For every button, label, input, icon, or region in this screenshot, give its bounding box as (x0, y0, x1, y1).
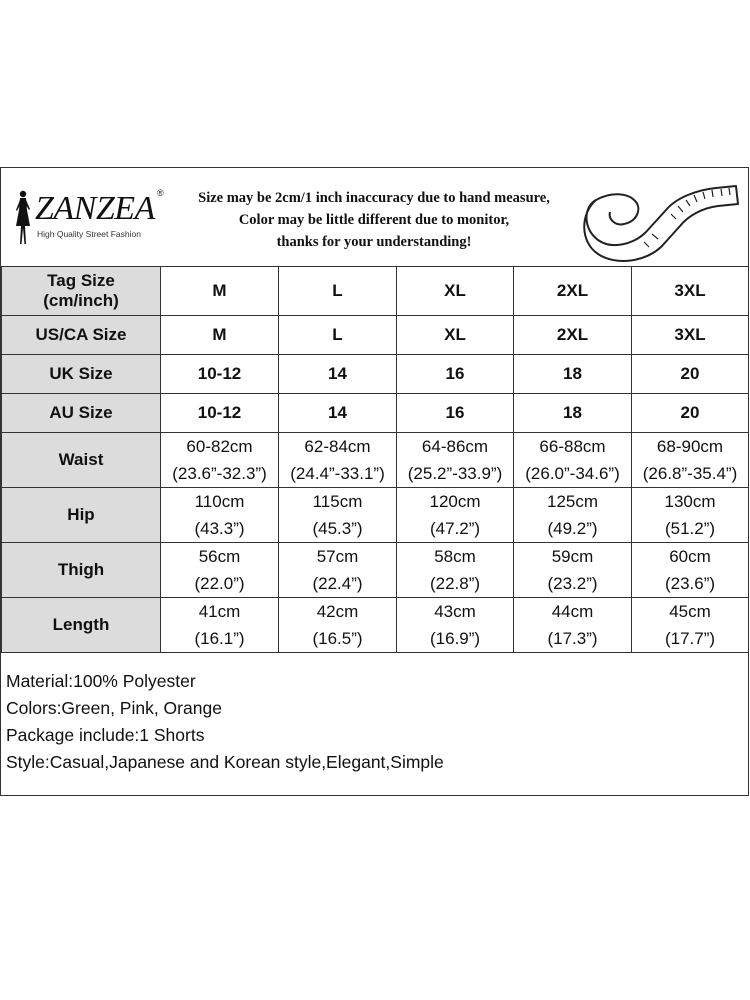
cm-value: 58cm (434, 547, 476, 566)
table-row (2, 355, 749, 394)
table-cell (397, 433, 514, 488)
size-column-header: L (279, 267, 397, 316)
inch-value: (51.2”) (664, 519, 716, 538)
row-label: US/CA Size (2, 316, 161, 355)
product-details (6, 668, 444, 776)
table-cell (161, 598, 279, 653)
table-cell: M (161, 316, 279, 355)
material-text: Material:100% Polyester (6, 671, 196, 691)
row-label: AU Size (2, 394, 161, 433)
inch-value: (17.3”) (547, 629, 598, 648)
tag-size-header (2, 267, 161, 316)
brand-logo (11, 188, 176, 248)
notice-line: thanks for your understanding! (276, 234, 472, 250)
row-label: Hip (2, 488, 161, 543)
registered-mark: ® (157, 188, 164, 198)
cm-value: 60-82cm (186, 437, 253, 456)
brand-name: ZANZEA (35, 190, 155, 227)
table-cell: 20 (632, 355, 749, 394)
table-row (2, 488, 749, 543)
table-cell (514, 598, 632, 653)
inch-value: (47.2”) (429, 519, 481, 538)
inch-value: (22.8”) (429, 574, 481, 593)
cm-value: 59cm (551, 547, 594, 566)
brand-tagline: High Quality Street Fashion (37, 229, 141, 239)
table-cell: 16 (397, 355, 514, 394)
inch-value: (22.4”) (312, 574, 363, 593)
colors-text: Colors:Green, Pink, Orange (6, 698, 222, 718)
row-label: Length (2, 598, 161, 653)
cm-value: 43cm (434, 602, 476, 621)
inch-value: (45.3”) (312, 519, 363, 538)
row-label: UK Size (2, 355, 161, 394)
table-cell: 10-12 (161, 394, 279, 433)
inch-value: (24.4”-33.1”) (290, 464, 385, 483)
inch-value: (17.7”) (664, 629, 716, 648)
table-cell (632, 598, 749, 653)
notice-line: Color may be little different due to monitor, (238, 212, 510, 228)
cm-value: 56cm (198, 547, 241, 566)
table-cell (279, 598, 397, 653)
size-column-header: 3XL (632, 267, 749, 316)
cm-value: 115cm (312, 492, 363, 511)
size-column-header: XL (397, 267, 514, 316)
inch-value: (16.1”) (194, 629, 245, 648)
inch-value: (49.2”) (547, 519, 598, 538)
table-cell: 18 (514, 394, 632, 433)
table-cell (161, 433, 279, 488)
table-cell (514, 433, 632, 488)
cm-value: 125cm (546, 492, 599, 511)
table-cell: 14 (279, 394, 397, 433)
inch-value: (22.0”) (194, 574, 245, 593)
table-cell: 2XL (514, 316, 632, 355)
table-cell (397, 543, 514, 598)
row-label: Thigh (2, 543, 161, 598)
cm-value: 66-88cm (539, 437, 606, 456)
cm-value: 41cm (198, 602, 241, 621)
size-column-header: 2XL (514, 267, 632, 316)
table-cell (514, 488, 632, 543)
header-label-line: Tag Size (47, 271, 115, 290)
cm-value: 44cm (551, 602, 594, 621)
table-row (2, 433, 749, 488)
table-row (2, 316, 749, 355)
table-cell: 14 (279, 355, 397, 394)
cm-value: 62-84cm (304, 437, 371, 456)
inch-value: (23.6”) (664, 574, 716, 593)
header-label-line: (cm/inch) (43, 291, 119, 310)
cm-value: 68-90cm (656, 437, 724, 456)
notice-line: Size may be 2cm/1 inch inaccuracy due to hand measure, (198, 190, 550, 206)
size-column-header: M (161, 267, 279, 316)
table-cell (397, 598, 514, 653)
table-cell (632, 488, 749, 543)
table-cell (279, 433, 397, 488)
cm-value: 42cm (316, 602, 359, 621)
table-cell (632, 543, 749, 598)
table-cell (632, 433, 749, 488)
cm-value: 64-86cm (421, 437, 489, 456)
size-chart-card (0, 167, 749, 796)
cm-value: 45cm (669, 602, 711, 621)
inch-value: (43.3”) (194, 519, 245, 538)
row-label: Waist (2, 433, 161, 488)
inch-value: (26.0”-34.6”) (525, 464, 620, 483)
size-table (1, 266, 749, 653)
inch-value: (25.2”-33.9”) (407, 464, 503, 483)
table-header-row (2, 267, 749, 316)
cm-value: 130cm (664, 492, 716, 511)
table-cell: 16 (397, 394, 514, 433)
inch-value: (26.8”-35.4”) (642, 464, 738, 483)
table-cell (397, 488, 514, 543)
table-row (2, 394, 749, 433)
package-text: Package include:1 Shorts (6, 725, 205, 745)
table-cell (279, 488, 397, 543)
chart-header (1, 168, 748, 267)
table-cell (279, 543, 397, 598)
table-row (2, 598, 749, 653)
table-cell: 20 (632, 394, 749, 433)
inch-value: (23.2”) (547, 574, 598, 593)
table-cell: L (279, 316, 397, 355)
table-cell (514, 543, 632, 598)
table-cell (161, 543, 279, 598)
measurement-notice (169, 187, 579, 253)
table-row (2, 543, 749, 598)
inch-value: (16.9”) (429, 629, 481, 648)
inch-value: (23.6”-32.3”) (172, 464, 267, 483)
table-cell: 3XL (632, 316, 749, 355)
cm-value: 110cm (194, 492, 245, 511)
table-cell: XL (397, 316, 514, 355)
measuring-tape-icon (576, 174, 744, 262)
table-cell: 18 (514, 355, 632, 394)
table-cell (161, 488, 279, 543)
table-cell: 10-12 (161, 355, 279, 394)
cm-value: 57cm (316, 547, 359, 566)
cm-value: 60cm (669, 547, 711, 566)
style-text: Style:Casual,Japanese and Korean style,Elegant,Simple (6, 752, 444, 772)
cm-value: 120cm (429, 492, 481, 511)
inch-value: (16.5”) (312, 629, 363, 648)
model-silhouette-icon (11, 188, 35, 248)
